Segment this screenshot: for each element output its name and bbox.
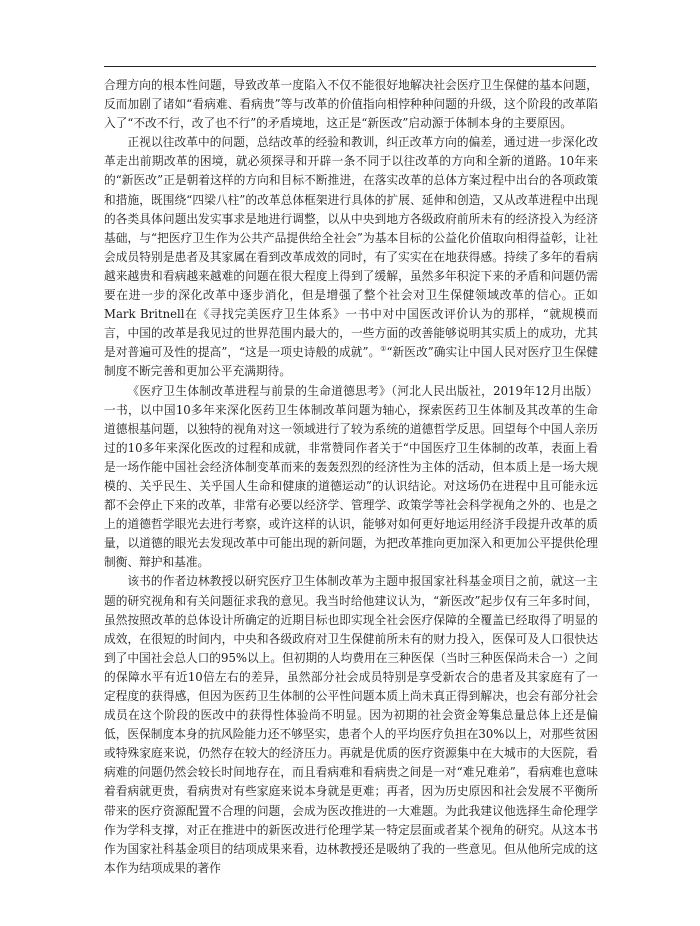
paragraph-1: 合理方向的根本性问题，导致改革一度陷入不仅不能很好地解决社会医疗卫生保健的基本问题，反而加剧了诸如“看病难、看病贵”等与改革的价值指向相悖种种问题的升级，这个阶段的改革陷入了“不改不行，改了也不行”的矛盾境地，这正是“新医改”启动源于体制本身的主要原因。 (104, 78, 598, 131)
article-body (104, 76, 598, 878)
footnote-marker[interactable]: ① (380, 345, 387, 354)
paragraph-2-text: 正视以往改革中的问题，总结改革的经验和教训，纠正改革方向的偏差，通过进一步深化改革走出前期改革的困境，就必须探寻和开辟一条不同于以往改革的方向和全新的道路。10年来的“新医改”正是朝着这样的方向和目标不断推进，在落实改革的总体方案过程中出台的各项政策和措施，既围绕“四梁八柱”的改革总体框架进行具体的扩展、延伸和创造，又从改革进程中出现的各类具体问题出发实事求是地进行调整，以从中央到地方各级政府前所未有的经济投入为经济基础，与“把医疗卫生作为公共产品提供给全社会”为基本目标的公益化价值取向相得益彰，让社会成员特别是患者及其家属在看到改革成效的同时，有了实实在在地获得感。持续了多年的看病越来越贵和看病越来越难的问题在很大程度上得到了缓解，虽然多年积淀下来的矛盾和问题仍需要在进一步的深化改革中逐步消化，但是增强了整个社会对卫生保健领域改革的信心。正如Mark Britnell在《寻找完美医疗卫生体系》一书中对中国医改评价认为的那样，“就规模而言，中国的改革是我见过的世界范围内最大的，一些方面的改善能够说明其实质上的成功，尤其是对普遍可及性的提高”，“这是一项史诗般的成就”。 (104, 135, 598, 360)
paragraph-3: 《医疗卫生体制改革进程与前景的生命道德思考》（河北人民出版社，2019年12月出版）一书，以中国10多年来深化医药卫生体制改革问题为轴心，探索医药卫生体制及其改革的生命道德根基问题，以独特的视角对这一领域进行了较为系统的道德哲学反思。回望每个中国人亲历过的10多年来深化医改的过程和成就，非常赞同作者关于“中国医疗卫生体制的改革，表面上看是一场作能中国社会经济体制变革而来的轰轰烈烈的经济性为主体的活动，但本质上是一场大规模的、关乎民生、关乎国人生命和健康的道德运动”的认识结论。对这场仍在进程中且可能永远都不会停止下来的改革，非常有必要以经济学、管理学、政策学等社会科学视角之外的、也是之上的道德哲学眼光去进行考察，或许这样的认识，能够对如何更好地运用经济手段提升改革的质量，以道德的眼光去发现改革中可能出现的新问题，为把改革推向更加深入和更加公平提供伦理制衡、辩护和基准。 (104, 383, 598, 570)
header-rule (104, 66, 596, 67)
paragraph-4: 该书的作者边林教授以研究医疗卫生体制改革为主题申报国家社科基金项目之前，就这一主题的研究视角和有关问题征求我的意见。我当时给他建议认为，“新医改”起步仅有三年多时间，虽然按照改革的总体设计所确定的近期目标也即实现全社会医疗保障的全覆盖已经取得了明显的成效，在很短的时间内，中央和各级政府对卫生保健前所未有的财力投入，医保可及人口很快达到了中国社会总人口的95%以上。但初期的人均费用在三种医保（当时三种医保尚未合一）之间的保障水平有近10倍左右的差异，虽然部分社会成员特别是享受新农合的患者及其家庭有了一定程度的获得感，但因为医药卫生体制的公平性问题本质上尚未真正得到解决，也会有部分社会成员在这个阶段的医改中的获得性体验尚不明显。因为初期的社会资金筹集总量总体上还是偏低，医保制度本身的抗风险能力还不够坚实，患者个人的平均医疗负担在30%以上，对那些贫困或特殊家庭来说，仍然存在较大的经济压力。再就是优质的医疗资源集中在大城市的大医院，看病难的问题仍然会较长时间地存在，而且看病难和看病贵之间是一对“难兄难弟”，看病难也意味着看病就更贵，看病贵对有些家庭来说本身就是更难；再者，因为历史原因和社会发展不平衡所带来的医疗资源配置不合理的问题，会成为医改推进的一大难题。为此我建议他选择生命伦理学作为学科支撑，对正在推进中的新医改进行伦理学某一特定层面或者某个视角的研究。从这本书作为国家社科基金项目的结项成果来看，边林教授还是吸纳了我的一些意见。但从他所完成的这本作为结项成果的著作 (104, 574, 598, 875)
paragraph-2-tail: “新医改”确实让中国人民对医疗卫生保健制度不断完善和更加公平充满期待。 (104, 345, 598, 379)
paragraph-2 (104, 133, 598, 381)
